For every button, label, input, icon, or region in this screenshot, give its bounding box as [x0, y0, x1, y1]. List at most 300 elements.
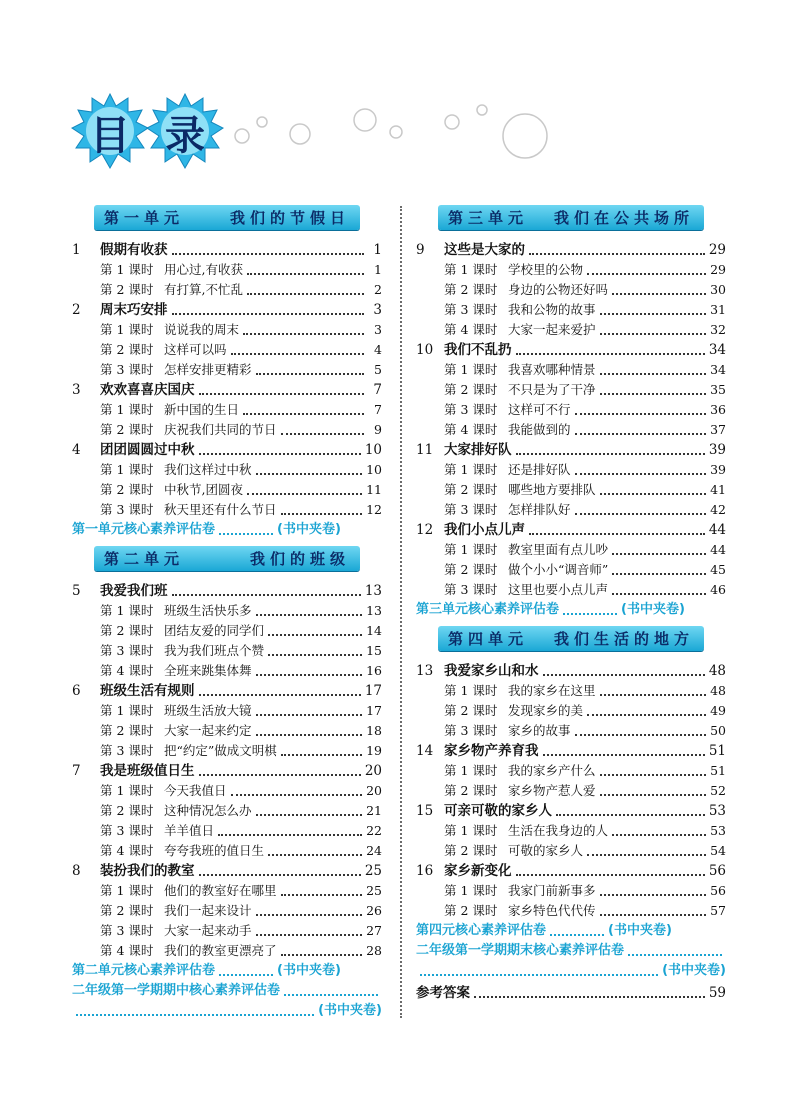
- lesson-entry[interactable]: [416, 380, 726, 400]
- lesson-number: 第 3 课时: [100, 743, 154, 758]
- leader-dots: [612, 293, 706, 295]
- assessment-note: (书中夹卷): [277, 963, 341, 978]
- unit-2-chapters: [72, 581, 382, 961]
- lesson-entry[interactable]: [72, 661, 382, 681]
- leader-dots: [281, 894, 363, 896]
- chapter-title: 这些是大家的: [444, 242, 525, 258]
- lesson-entry[interactable]: [416, 560, 726, 580]
- leader-dots: [600, 894, 707, 896]
- chapter-title: 我爱家乡山和水: [444, 663, 539, 679]
- page-number: 17: [364, 683, 382, 699]
- lesson-entry[interactable]: [72, 741, 382, 761]
- chapter-title: 假期有收获: [100, 242, 168, 258]
- entry-title: 参考答案: [416, 985, 470, 1001]
- page-number: 57: [710, 903, 726, 918]
- lesson-number: 第 1 课时: [444, 763, 498, 778]
- page-number: 44: [710, 542, 726, 557]
- page-number: 16: [366, 663, 382, 678]
- page-number: 56: [710, 883, 726, 898]
- leader-dots: [612, 553, 706, 555]
- leader-dots: [600, 794, 707, 796]
- chapter-entry[interactable]: [416, 520, 726, 540]
- page-number: 12: [366, 502, 382, 517]
- page-number: 48: [710, 683, 726, 698]
- chapter-number: 7: [72, 763, 81, 779]
- lesson-title: 班级生活快乐多: [164, 603, 252, 618]
- lesson-number: 第 2 课时: [444, 282, 498, 297]
- lesson-title: 把“约定”做成文明棋: [164, 743, 277, 758]
- lesson-number: 第 2 课时: [100, 803, 154, 818]
- leader-dots: [587, 714, 706, 716]
- lesson-title: 这里也要小点儿声: [508, 582, 609, 597]
- lesson-number: 第 2 课时: [100, 422, 154, 437]
- page-number: 28: [366, 943, 382, 958]
- lesson-title: 我们这样过中秋: [164, 462, 252, 477]
- lesson-entry[interactable]: [72, 280, 382, 300]
- title-char-2: 录: [165, 111, 205, 159]
- lesson-title: 我家门前新事多: [508, 883, 596, 898]
- leader-dots: [556, 814, 705, 816]
- unit-2-assessment[interactable]: [72, 961, 382, 981]
- lesson-entry[interactable]: [416, 681, 726, 701]
- lesson-number: 第 1 课时: [100, 402, 154, 417]
- page-number: 34: [710, 362, 726, 377]
- lesson-entry[interactable]: [416, 901, 726, 921]
- chapter-title: 欢欢喜喜庆国庆: [100, 382, 195, 398]
- unit-name: 我们的节假日: [229, 209, 350, 227]
- lesson-number: 第 2 课时: [444, 783, 498, 798]
- lesson-entry[interactable]: [72, 601, 382, 621]
- lesson-number: 第 2 课时: [444, 843, 498, 858]
- lesson-title: 这种情况怎么办: [164, 803, 252, 818]
- unit-3-banner[interactable]: [438, 205, 704, 230]
- lesson-entry[interactable]: [416, 881, 726, 901]
- page-number: 25: [364, 863, 382, 879]
- chapter-number: 5: [72, 583, 81, 599]
- chapter-number: 11: [416, 442, 434, 458]
- final-assessment[interactable]: [416, 941, 726, 961]
- unit-2-banner[interactable]: [94, 546, 360, 571]
- lesson-title: 生活在我身边的人: [508, 823, 609, 838]
- chapter-title: 我们不乱扔: [444, 342, 512, 358]
- leader-dots: [600, 393, 707, 395]
- lesson-entry[interactable]: [416, 360, 726, 380]
- leader-dots: [284, 994, 378, 996]
- chapter-entry[interactable]: [416, 340, 726, 360]
- leader-dots: [243, 413, 364, 415]
- page-number: 22: [366, 823, 382, 838]
- lesson-number: 第 1 课时: [100, 262, 154, 277]
- leader-dots: [600, 373, 707, 375]
- assessment-note: (书中夹卷): [318, 1003, 382, 1018]
- lesson-title: 全班来跳集体舞: [164, 663, 252, 678]
- lesson-entry[interactable]: [416, 300, 726, 320]
- chapter-entry[interactable]: [416, 741, 726, 761]
- leader-dots: [529, 533, 705, 535]
- lesson-title: 家乡的故事: [508, 723, 571, 738]
- leader-dots: [199, 453, 361, 455]
- chapter-title: 我是班级值日生: [100, 763, 195, 779]
- lesson-entry[interactable]: [416, 821, 726, 841]
- chapter-entry[interactable]: [72, 681, 382, 701]
- lesson-number: 第 4 课时: [444, 322, 498, 337]
- page-number: 13: [366, 603, 382, 618]
- unit-name: 我们的班级: [249, 550, 350, 568]
- unit-1-banner[interactable]: [94, 205, 360, 230]
- lesson-entry[interactable]: [72, 781, 382, 801]
- chapter-entry[interactable]: [72, 440, 382, 460]
- unit-3-chapters: [416, 240, 726, 600]
- leader-dots: [600, 694, 707, 696]
- leader-dots: [600, 493, 707, 495]
- lesson-entry[interactable]: [72, 360, 382, 380]
- chapter-entry[interactable]: [72, 380, 382, 400]
- chapter-entry[interactable]: [72, 581, 382, 601]
- lesson-number: 第 4 课时: [100, 843, 154, 858]
- page-number: 54: [710, 843, 726, 858]
- page-number: 26: [366, 903, 382, 918]
- lesson-entry[interactable]: [72, 400, 382, 420]
- leader-dots: [612, 573, 706, 575]
- page-number: 36: [710, 402, 726, 417]
- chapter-number: 10: [416, 342, 434, 358]
- lesson-number: 第 1 课时: [100, 603, 154, 618]
- leader-dots: [575, 433, 707, 435]
- lesson-title: 我的家乡产什么: [508, 763, 596, 778]
- lesson-number: 第 2 课时: [100, 282, 154, 297]
- page-number: 29: [710, 262, 726, 277]
- lesson-title: 秋天里还有什么节日: [164, 502, 277, 517]
- lesson-entry[interactable]: [72, 941, 382, 961]
- lesson-number: 第 3 课时: [444, 302, 498, 317]
- leader-dots: [243, 333, 364, 335]
- lesson-entry[interactable]: [416, 500, 726, 520]
- leader-dots: [600, 914, 707, 916]
- chapter-number: 6: [72, 683, 81, 699]
- assessment-note: (书中夹卷): [621, 602, 685, 617]
- page-number: 21: [366, 803, 382, 818]
- unit-1-chapters: [72, 240, 382, 520]
- chapter-title: 班级生活有规则: [100, 683, 195, 699]
- lesson-entry[interactable]: [72, 260, 382, 280]
- lesson-entry[interactable]: [72, 881, 382, 901]
- lesson-entry[interactable]: [416, 841, 726, 861]
- chapter-number: 15: [416, 803, 434, 819]
- lesson-number: 第 4 课时: [444, 422, 498, 437]
- page-number: 31: [710, 302, 726, 317]
- lesson-title: 他们的教室好在哪里: [164, 883, 277, 898]
- lesson-number: 第 3 课时: [444, 402, 498, 417]
- column-divider: [400, 206, 402, 1018]
- lesson-number: 第 1 课时: [444, 883, 498, 898]
- chapter-title: 我们小点儿声: [444, 522, 525, 538]
- toc-right-column: [416, 205, 726, 1003]
- lesson-title: 庆祝我们共同的节日: [164, 422, 277, 437]
- page-number: 32: [710, 322, 726, 337]
- lesson-number: 第 2 课时: [100, 342, 154, 357]
- leader-dots: [600, 313, 707, 315]
- leader-dots: [256, 934, 363, 936]
- leader-dots: [247, 293, 364, 295]
- page-number: 42: [710, 502, 726, 517]
- lesson-title: 家乡特色代代传: [508, 903, 596, 918]
- lesson-entry[interactable]: [72, 641, 382, 661]
- lesson-title: 怎样排队好: [508, 502, 571, 517]
- lesson-entry[interactable]: [416, 781, 726, 801]
- lesson-number: 第 3 课时: [444, 582, 498, 597]
- lesson-title: 我能做到的: [508, 422, 571, 437]
- lesson-entry[interactable]: [416, 420, 726, 440]
- chapter-number: 1: [72, 242, 81, 258]
- lesson-entry[interactable]: [72, 801, 382, 821]
- page-number: 17: [366, 703, 382, 718]
- lesson-title: 有打算,不忙乱: [164, 282, 243, 297]
- lesson-entry[interactable]: [416, 460, 726, 480]
- page-number: 20: [366, 783, 382, 798]
- page-number: 48: [708, 663, 726, 679]
- leader-dots: [256, 814, 363, 816]
- leader-dots: [231, 353, 364, 355]
- lesson-entry[interactable]: [72, 721, 382, 741]
- lesson-title: 我喜欢哪种情景: [508, 362, 596, 377]
- lesson-entry[interactable]: [416, 580, 726, 600]
- lesson-entry[interactable]: [72, 480, 382, 500]
- lesson-entry[interactable]: [72, 420, 382, 440]
- leader-dots: [231, 794, 363, 796]
- chapter-number: 14: [416, 743, 434, 759]
- lesson-entry[interactable]: [416, 260, 726, 280]
- leader-dots: [256, 674, 363, 676]
- lesson-number: 第 3 课时: [100, 643, 154, 658]
- assessment-note: (书中夹卷): [277, 522, 341, 537]
- assessment-title: 第二单元核心素养评估卷: [72, 963, 216, 978]
- lesson-number: 第 3 课时: [100, 923, 154, 938]
- lesson-title: 夸夸我班的值日生: [164, 843, 265, 858]
- leader-dots: [563, 613, 617, 615]
- lesson-entry[interactable]: [416, 480, 726, 500]
- lesson-title: 我和公物的故事: [508, 302, 596, 317]
- lesson-title: 家乡物产惹人爱: [508, 783, 596, 798]
- lesson-number: 第 3 课时: [100, 823, 154, 838]
- lesson-entry[interactable]: [72, 340, 382, 360]
- lesson-entry[interactable]: [416, 761, 726, 781]
- lesson-number: 第 1 课时: [100, 783, 154, 798]
- page-number: 2: [374, 282, 382, 297]
- lesson-title: 学校里的公物: [508, 262, 584, 277]
- assessment-note: (书中夹卷): [608, 923, 672, 938]
- page-number: 34: [708, 342, 726, 358]
- leader-dots: [172, 594, 361, 596]
- unit-name: 我们在公共场所: [553, 209, 694, 227]
- lesson-number: 第 2 课时: [444, 562, 498, 577]
- lesson-entry[interactable]: [416, 320, 726, 340]
- chapter-title: 周末巧安排: [100, 302, 168, 318]
- chapter-title: 家乡物产养育我: [444, 743, 539, 759]
- unit-name: 我们生活的地方: [553, 630, 694, 648]
- leader-dots: [268, 854, 362, 856]
- assessment-note: (书中夹卷): [662, 963, 726, 978]
- leader-dots: [199, 874, 361, 876]
- leader-dots: [218, 834, 362, 836]
- page-number: 9: [374, 422, 382, 437]
- leader-dots: [256, 614, 363, 616]
- lesson-number: 第 1 课时: [100, 462, 154, 477]
- lesson-title: 班级生活放大镜: [164, 703, 252, 718]
- lesson-title: 新中国的生日: [164, 402, 240, 417]
- lesson-title: 大家一起来约定: [164, 723, 252, 738]
- lesson-title: 可敬的家乡人: [508, 843, 584, 858]
- lesson-title: 不只是为了干净: [508, 382, 596, 397]
- chapter-title: 家乡新变化: [444, 863, 512, 879]
- leader-dots: [219, 974, 273, 976]
- chapter-number: 12: [416, 522, 434, 538]
- lesson-title: 我们的教室更漂亮了: [164, 943, 277, 958]
- unit-1-assessment[interactable]: [72, 520, 382, 540]
- page-number: 44: [708, 522, 726, 538]
- page-number: 29: [708, 242, 726, 258]
- leader-dots: [281, 433, 364, 435]
- answer-key-entry[interactable]: [416, 983, 726, 1003]
- leader-dots: [575, 513, 707, 515]
- leader-dots: [600, 333, 707, 335]
- page-number: 39: [710, 462, 726, 477]
- chapter-entry[interactable]: [416, 801, 726, 821]
- chapter-number: 16: [416, 863, 434, 879]
- lesson-entry[interactable]: [416, 280, 726, 300]
- leader-dots: [516, 453, 705, 455]
- title-char-1: 目: [90, 111, 130, 159]
- page-number: 53: [708, 803, 726, 819]
- title-badge-mu: [70, 92, 150, 172]
- leader-dots: [543, 674, 705, 676]
- chapter-entry[interactable]: [416, 661, 726, 681]
- lesson-entry[interactable]: [72, 821, 382, 841]
- leader-dots: [575, 413, 707, 415]
- leader-dots: [256, 473, 363, 475]
- unit-4-assessment[interactable]: [416, 921, 726, 941]
- chapter-title: 装扮我们的教室: [100, 863, 195, 879]
- lesson-entry[interactable]: [72, 841, 382, 861]
- midterm-assessment[interactable]: [72, 981, 382, 1001]
- leader-dots: [550, 934, 604, 936]
- chapter-entry[interactable]: [416, 861, 726, 881]
- lesson-title: 做个小小“调音师”: [508, 562, 609, 577]
- lesson-title: 身边的公物还好吗: [508, 282, 609, 297]
- leader-dots: [219, 533, 273, 535]
- leader-dots: [543, 754, 705, 756]
- page-number: 50: [710, 723, 726, 738]
- lesson-entry[interactable]: [416, 721, 726, 741]
- page-number: 15: [366, 643, 382, 658]
- lesson-number: 第 3 课时: [100, 502, 154, 517]
- page-number: 51: [708, 743, 726, 759]
- lesson-entry[interactable]: [72, 460, 382, 480]
- lesson-title: 我的家乡在这里: [508, 683, 596, 698]
- lesson-title: 教室里面有点儿吵: [508, 542, 609, 557]
- lesson-title: 这样可以吗: [164, 342, 227, 357]
- lesson-entry[interactable]: [72, 701, 382, 721]
- page-number: 13: [364, 583, 382, 599]
- lesson-number: 第 2 课时: [444, 382, 498, 397]
- lesson-title: 还是排好队: [508, 462, 571, 477]
- bubbles-decoration: [220, 92, 580, 202]
- lesson-entry[interactable]: [72, 621, 382, 641]
- leader-dots: [529, 253, 705, 255]
- lesson-number: 第 2 课时: [444, 482, 498, 497]
- lesson-entry[interactable]: [416, 400, 726, 420]
- chapter-number: 2: [72, 302, 81, 318]
- lesson-title: 中秋节,团圆夜: [164, 482, 243, 497]
- lesson-title: 这样可不行: [508, 402, 571, 417]
- unit-3-assessment[interactable]: [416, 600, 726, 620]
- lesson-entry[interactable]: [416, 540, 726, 560]
- lesson-entry[interactable]: [72, 901, 382, 921]
- chapter-entry[interactable]: [416, 440, 726, 460]
- chapter-entry[interactable]: [72, 861, 382, 881]
- lesson-title: 我们一起来设计: [164, 903, 252, 918]
- unit-label: 第二单元: [104, 550, 185, 568]
- page-number: 18: [366, 723, 382, 738]
- assessment-title: 第三单元核心素养评估卷: [416, 602, 560, 617]
- page-number: 52: [710, 783, 726, 798]
- lesson-title: 羊羊值日: [164, 823, 215, 838]
- page-number: 49: [710, 703, 726, 718]
- chapter-entry[interactable]: [416, 240, 726, 260]
- page-number: 10: [366, 462, 382, 477]
- lesson-title: 大家一起来爱护: [508, 322, 596, 337]
- chapter-entry[interactable]: [72, 300, 382, 320]
- assessment-title: 二年级第一学期期末核心素养评估卷: [416, 943, 625, 958]
- leader-dots: [281, 513, 363, 515]
- unit-4-chapters: [416, 661, 726, 921]
- toc-title: [70, 92, 530, 202]
- leader-dots: [612, 834, 706, 836]
- lesson-number: 第 1 课时: [444, 262, 498, 277]
- page-number: 10: [364, 442, 382, 458]
- lesson-entry[interactable]: [72, 500, 382, 520]
- lesson-number: 第 1 课时: [444, 362, 498, 377]
- leader-dots: [587, 273, 706, 275]
- assessment-title: 第一单元核心素养评估卷: [72, 522, 216, 537]
- lesson-entry[interactable]: [72, 921, 382, 941]
- leader-dots: [587, 854, 706, 856]
- lesson-number: 第 4 课时: [100, 943, 154, 958]
- lesson-entry[interactable]: [416, 701, 726, 721]
- page-number: 56: [708, 863, 726, 879]
- leader-dots: [474, 996, 705, 998]
- lesson-number: 第 3 课时: [444, 502, 498, 517]
- lesson-number: 第 1 课时: [100, 883, 154, 898]
- unit-label: 第一单元: [104, 209, 185, 227]
- leader-dots: [516, 353, 705, 355]
- page-number: 20: [364, 763, 382, 779]
- leader-dots: [256, 714, 363, 716]
- page-number: 1: [373, 242, 382, 258]
- leader-dots: [268, 654, 362, 656]
- lesson-number: 第 4 课时: [100, 663, 154, 678]
- chapter-number: 4: [72, 442, 81, 458]
- chapter-number: 13: [416, 663, 434, 679]
- page-number: 1: [374, 262, 382, 277]
- chapter-entry[interactable]: [72, 761, 382, 781]
- unit-4-banner[interactable]: [438, 626, 704, 651]
- leader-dots: [172, 313, 365, 315]
- chapter-entry[interactable]: [72, 240, 382, 260]
- page-number: 7: [373, 382, 382, 398]
- lesson-entry[interactable]: [72, 320, 382, 340]
- leader-dots: [256, 734, 363, 736]
- lesson-number: 第 1 课时: [444, 542, 498, 557]
